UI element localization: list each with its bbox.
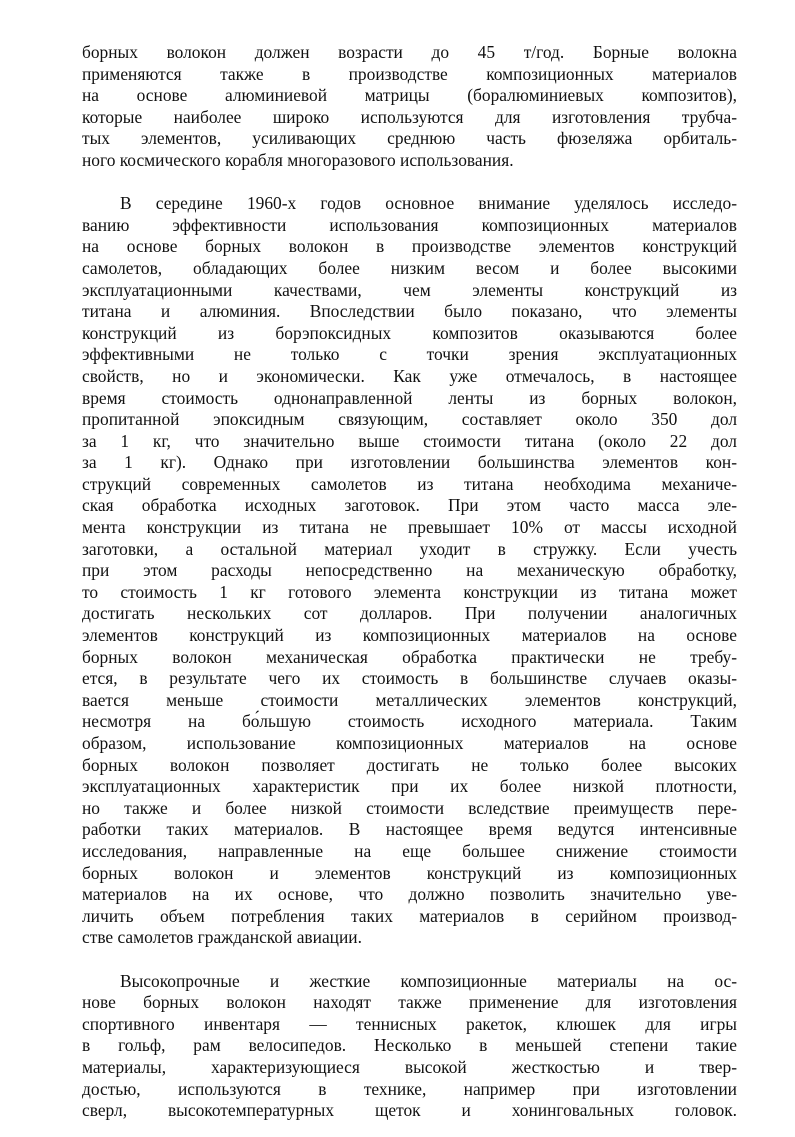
text-line: исследования, направленные на еще большее снижение стоимости	[82, 840, 737, 861]
text-line: достью, используются в технике, например при изготовлении	[82, 1078, 737, 1099]
text-line: работки таких материалов. В настоящее время ведутся интенсивные	[82, 819, 737, 840]
text-line: эксплуатационных характеристик при их более низкой плотности,	[82, 776, 737, 797]
text-line: вается меньше стоимости металлических элементов конструкций,	[82, 689, 737, 710]
text-line: нове борных волокон находят также применение для изготовления	[82, 992, 737, 1013]
paragraph-2	[82, 193, 737, 949]
text-line: самолетов, обладающих более низким весом и более высокими	[82, 257, 737, 278]
text-line: спортивного инвентаря — теннисных ракеток, клюшек для игры	[82, 1013, 737, 1034]
text-line: то стоимость 1 кг готового элемента конструкции из титана может	[82, 581, 737, 602]
text-line: несмотря на бо́льшую стоимость исходного материала. Таким	[82, 711, 737, 732]
text-line: личить объем потребления таких материалов в серийном производ-	[82, 905, 737, 926]
text-line: за 1 кг, что значительно выше стоимости титана (около 22 дол	[82, 430, 737, 451]
text-line: свойств, но и экономически. Как уже отмечалось, в настоящее	[82, 365, 737, 386]
text-line: заготовки, а остальной материал уходит в стружку. Если учесть	[82, 538, 737, 559]
paragraph-1	[82, 42, 737, 172]
text-line: материалов на их основе, что должно позволить значительно уве-	[82, 884, 737, 905]
text-line: элементов конструкций из композиционных материалов на основе	[82, 625, 737, 646]
text-line: за 1 кг). Однако при изготовлении большинства элементов кон-	[82, 452, 737, 473]
text-line: которые наиболее широко используются для изготовления трубча-	[82, 106, 737, 127]
text-line: на основе алюминиевой матрицы (боралюминиевых композитов),	[82, 85, 737, 106]
text-line: эксплуатационными качествами, чем элементы конструкций из	[82, 279, 737, 300]
text-line: сверл, высокотемпературных щеток и хонинговальных головок.	[82, 1100, 737, 1121]
text-line: ванию эффективности использования композиционных материалов	[82, 214, 737, 235]
text-line: борных волокон должен возрасти до 45 т/год. Борные волокна	[82, 42, 737, 62]
text-line: время стоимость однонаправленной ленты из борных волокон,	[82, 387, 737, 408]
text-line: борных волокон и элементов конструкций из композиционных	[82, 862, 737, 883]
text-line: В середине 1960-х годов основное внимание уделялось исследо-	[120, 193, 737, 214]
text-line: стве самолетов гражданской авиации.	[82, 927, 362, 948]
text-line: конструкций из борэпоксидных композитов оказываются более	[82, 322, 737, 343]
text-line: тых элементов, усиливающих среднюю часть фюзеляжа орбиталь-	[82, 128, 737, 149]
text-line: струкций современных самолетов из титана необходима механиче-	[82, 473, 737, 494]
text-line: мента конструкции из титана не превышает 10% от массы исходной	[82, 517, 737, 538]
text-line: борных волокон позволяет достигать не только более высоких	[82, 754, 737, 775]
text-line: в гольф, рам велосипедов. Несколько в меньшей степени такие	[82, 1035, 737, 1056]
text-line: ская обработка исходных заготовок. При этом часто масса эле-	[82, 495, 737, 516]
paragraph-3	[82, 971, 737, 1122]
text-line: титана и алюминия. Впоследствии было показано, что элементы	[82, 301, 737, 322]
text-line: ного космического корабля многоразового использования.	[82, 149, 514, 170]
text-line: Высокопрочные и жесткие композиционные материалы на ос-	[120, 970, 737, 991]
document-page	[82, 42, 737, 1122]
text-line: эффективными не только с точки зрения эксплуатационных	[82, 344, 737, 365]
text-line: ется, в результате чего их стоимость в большинстве случаев оказы-	[82, 668, 737, 689]
text-line: при этом расходы непосредственно на механическую обработку,	[82, 560, 737, 581]
text-line: на основе борных волокон в производстве элементов конструкций	[82, 236, 737, 257]
text-line: но также и более низкой стоимости вследствие преимуществ пере-	[82, 797, 737, 818]
text-line: образом, использование композиционных материалов на основе	[82, 733, 737, 753]
text-line: достигать нескольких сот долларов. При получении аналогичных	[82, 603, 737, 624]
text-line: пропитанной эпоксидным связующим, составляет около 350 дол	[82, 409, 737, 430]
text-line: материалы, характеризующиеся высокой жесткостью и твер-	[82, 1056, 737, 1077]
text-line: борных волокон механическая обработка практически не требу-	[82, 646, 737, 667]
text-line: применяются также в производстве композиционных материалов	[82, 63, 737, 84]
